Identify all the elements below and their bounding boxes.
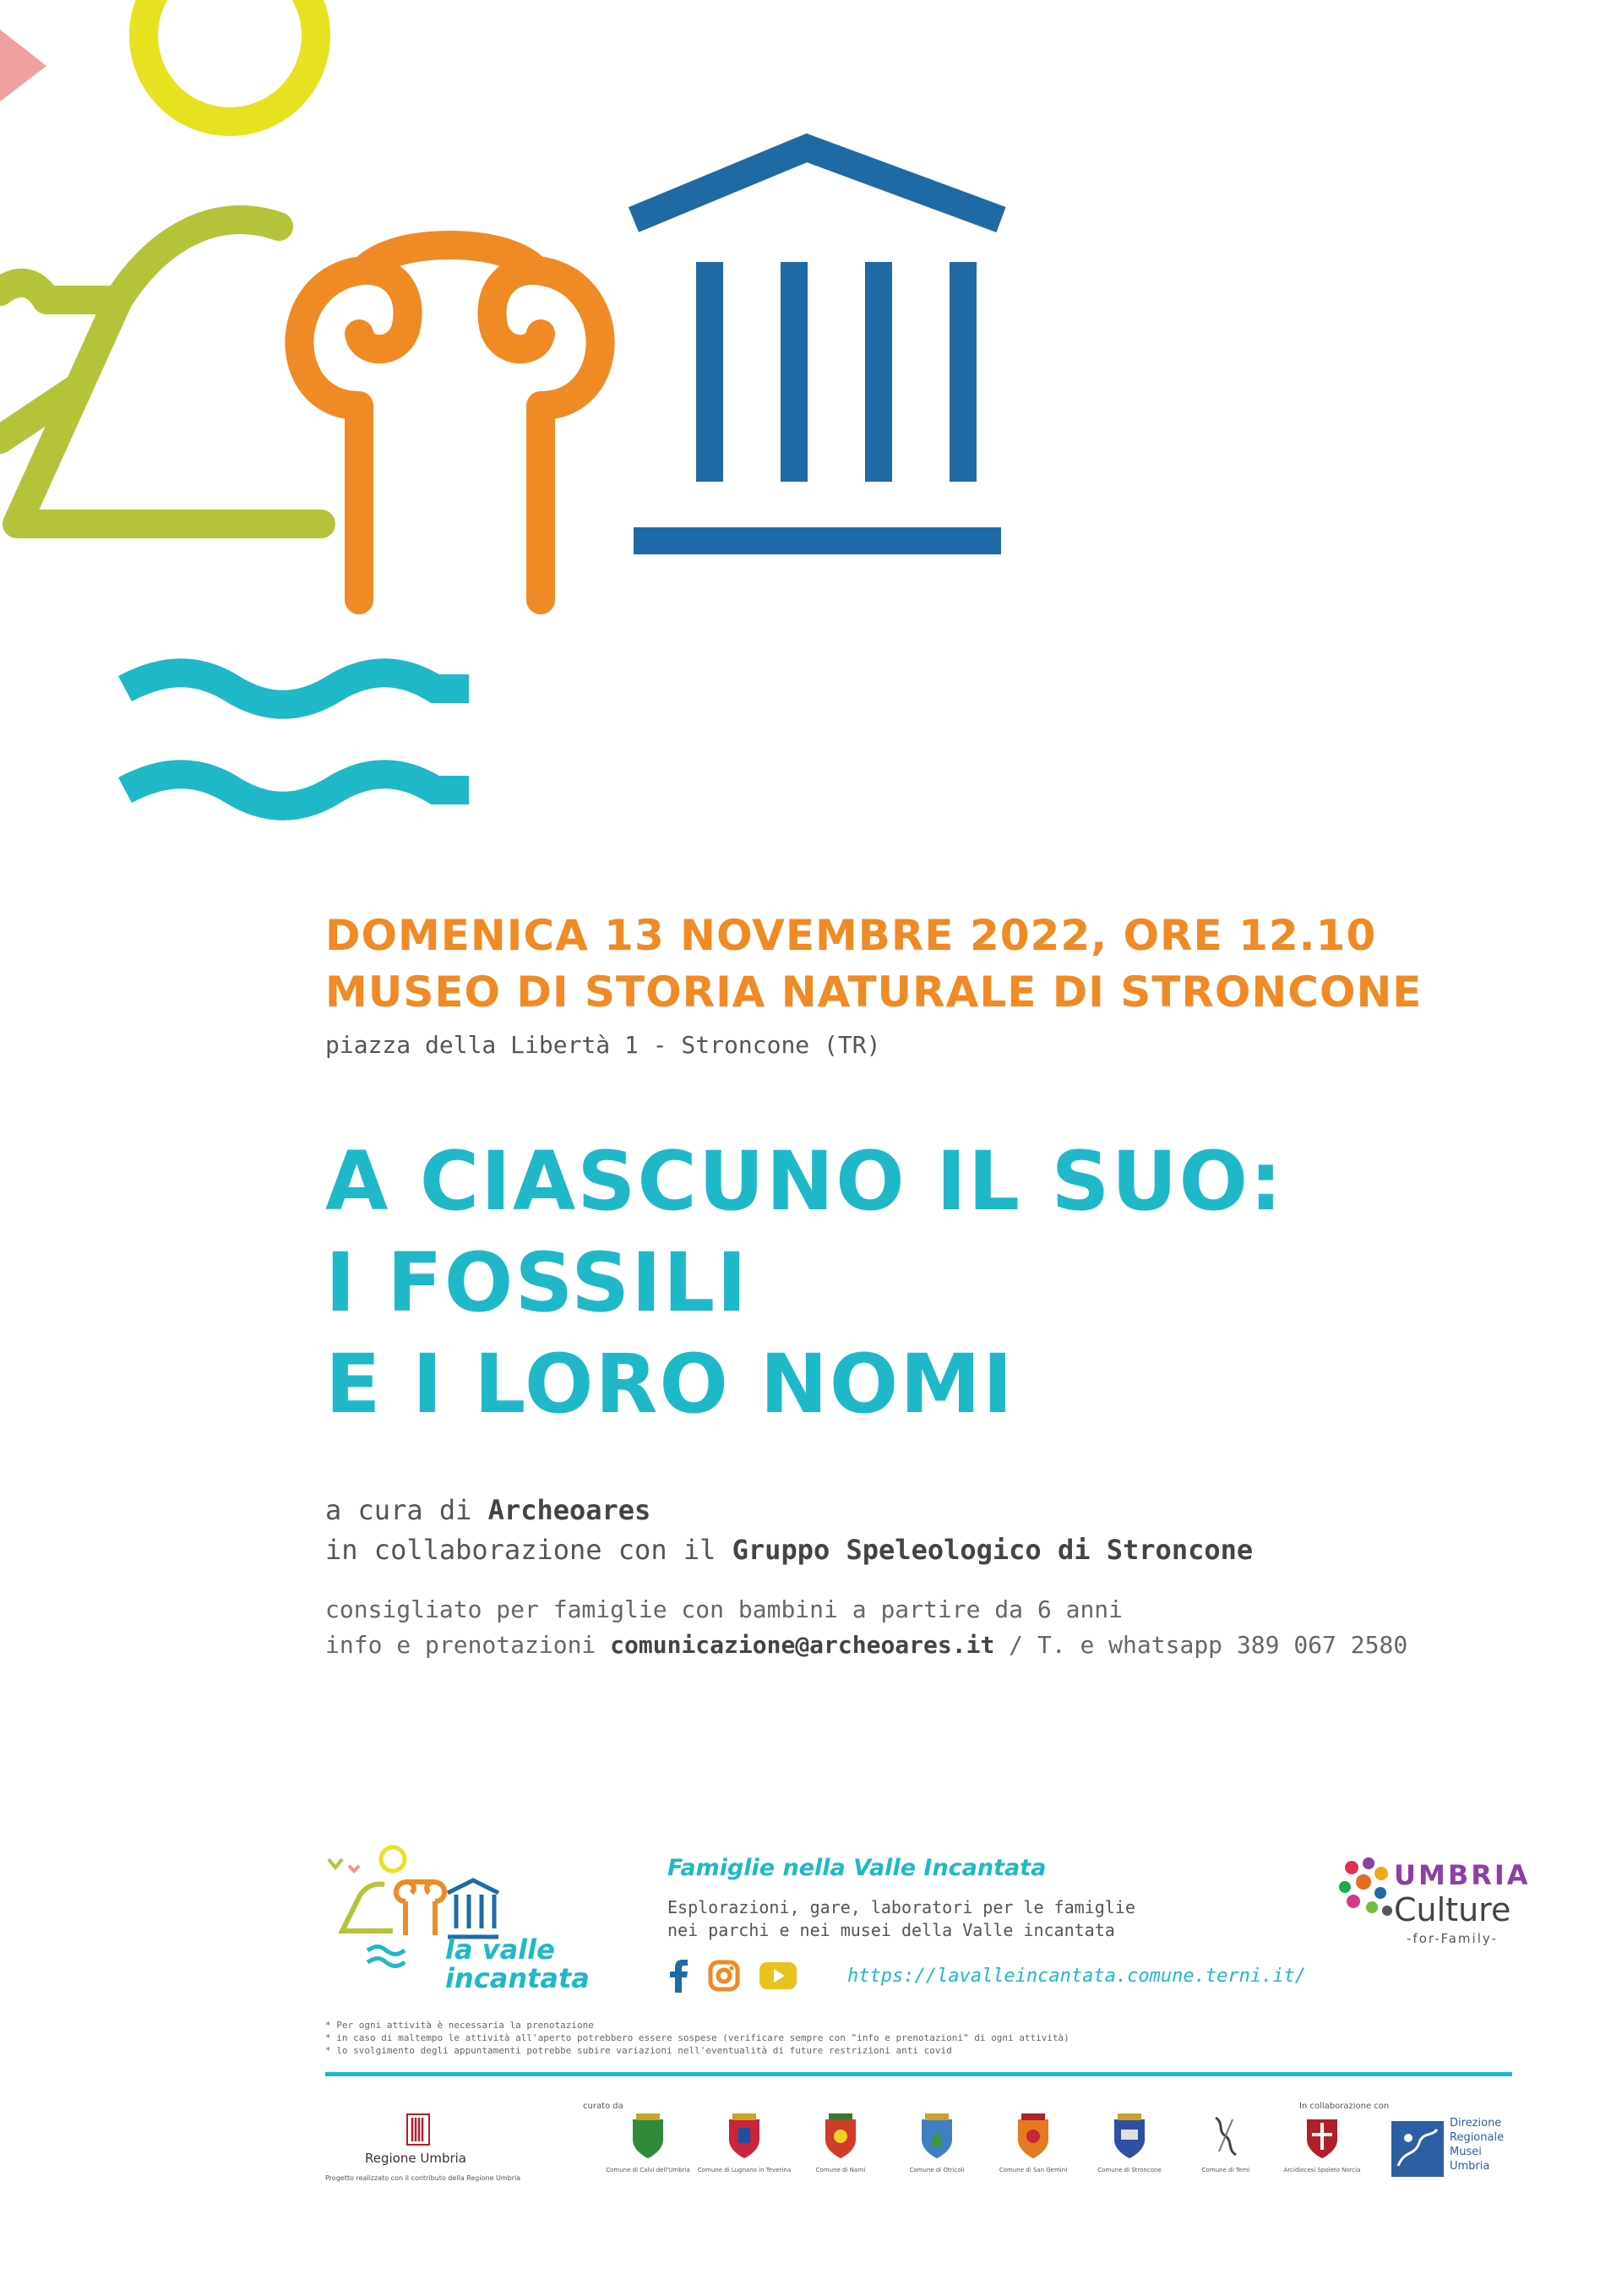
lime-mountain-shape (0, 220, 321, 524)
regione-umbria-emblem-icon (406, 2113, 431, 2146)
crest-name: Comune di Narni (815, 2167, 866, 2173)
umbria-wordmark (1394, 1859, 1531, 1891)
crest-name: Comune di Lugnano in Teverina (697, 2167, 792, 2173)
crest-terni (1186, 2113, 1265, 2173)
family-word: -for-Family- (1407, 1931, 1498, 1946)
otricoli-crest-icon (918, 2113, 955, 2160)
orange-column-capital-shape (299, 245, 600, 600)
program-description-2: nei parchi e nei musei della Valle incantata (667, 1920, 1115, 1940)
curated-by-partners-label: curato da (583, 2102, 623, 2111)
booking-line (325, 1631, 1407, 1659)
footnote-2: * in caso di maltempo le attività all'aperto potrebbero essere sospese (verificare sempre con "info e prenotazioni" di ogni attività) (325, 2032, 1070, 2043)
collaboration-line (325, 1534, 1253, 1566)
narni-crest-icon (822, 2113, 859, 2160)
direction-text-3: Musei (1450, 2146, 1482, 2158)
calvi-crest-icon (629, 2113, 667, 2160)
crest-name: Comune di Calvi dell'Umbria (606, 2167, 690, 2173)
program-title: Famiglie nella Valle Incantata (667, 1855, 1047, 1881)
instagram-icon[interactable] (708, 1960, 740, 1992)
facebook-icon[interactable] (667, 1959, 689, 1993)
crest-name: Comune di Otricoli (909, 2167, 965, 2173)
curated-by-label: a cura di (325, 1494, 488, 1526)
crest-name: Comune di San Gemini (999, 2167, 1068, 2173)
umbria-culture-logo-mark (1335, 1855, 1394, 1931)
collaboration-label: in collaborazione con il (325, 1534, 732, 1566)
event-title-line-2: I FOSSILI (325, 1235, 748, 1330)
direction-text-1: Direzione (1450, 2117, 1502, 2130)
booking-phone: / T. e whatsapp 389 067 2580 (994, 1631, 1408, 1659)
program-description-1: Esplorazioni, gare, laboratori per le famiglie (667, 1897, 1135, 1917)
crest-name: Arcidiocesi Spoleto Norcia (1283, 2167, 1361, 2173)
crest-stroncone (1090, 2113, 1169, 2173)
municipality-crests (608, 2113, 1362, 2173)
cyan-wave-shape-1 (125, 673, 469, 705)
pink-diamond-shape (0, 30, 46, 101)
valle-incantata-logo (325, 1842, 638, 1994)
san-gemini-crest-icon (1015, 2113, 1052, 2160)
direzione-musei-umbria-logo-mark (1390, 2119, 1445, 2179)
booking-email-link[interactable]: comunicazione@archeoares.it (610, 1631, 995, 1659)
social-links (667, 1959, 797, 1993)
hero-illustration (0, 0, 1622, 845)
footnote-1: * Per ogni attività è necessaria la prenotazione (325, 2020, 594, 2031)
collaboration-partners-label: In collaborazione con (1299, 2102, 1390, 2111)
curated-by-line (325, 1494, 650, 1526)
culture-word: Culture (1394, 1891, 1511, 1928)
footer-divider (325, 2072, 1512, 2076)
crest-name: Comune di Stroncone (1097, 2167, 1162, 2173)
region-note: Progetto realizzato con il contributo della Regione Umbria (325, 2174, 521, 2182)
program-website-link[interactable]: https://lavalleincantata.comune.terni.it/ (847, 1966, 1307, 1987)
logo-text-line-2: incantata (445, 1962, 590, 1994)
crest-arcidiocesi (1282, 2113, 1362, 2173)
event-date: DOMENICA 13 NOVEMBRE 2022, ORE 12.10 (325, 911, 1377, 960)
direction-text-2: Regionale (1450, 2131, 1505, 2144)
audience-note: consigliato per famiglie con bambini a partire da 6 anni (325, 1595, 1124, 1623)
event-title-line-1: A CIASCUNO IL SUO: (325, 1134, 1284, 1229)
crest-lugnano (697, 2113, 792, 2173)
crest-calvi (608, 2113, 688, 2173)
event-venue: MUSEO DI STORIA NATURALE DI STRONCONE (325, 968, 1423, 1017)
yellow-ring-shape (144, 0, 316, 122)
event-title-line-3: E I LORO NOMI (325, 1337, 1015, 1432)
crest-otricoli (897, 2113, 977, 2173)
region-name: Regione Umbria (365, 2151, 466, 2166)
arcidiocesi-crest-icon (1304, 2113, 1341, 2160)
crest-san-gemini (993, 2113, 1073, 2173)
event-address: piazza della Libertà 1 - Stroncone (TR) (325, 1031, 881, 1059)
booking-label: info e prenotazioni (325, 1631, 611, 1659)
blue-temple-shape (634, 148, 1001, 541)
lugnano-crest-icon (726, 2113, 763, 2160)
umbria-word: UMBRIA (1394, 1859, 1531, 1891)
collaboration-name: Gruppo Speleologico di Stroncone (732, 1534, 1254, 1566)
curated-by-name: Archeoares (487, 1494, 651, 1526)
terni-crest-icon (1207, 2113, 1244, 2160)
cyan-wave-shape-2 (125, 774, 469, 806)
crest-name: Comune di Terni (1201, 2167, 1250, 2173)
crest-narni (801, 2113, 880, 2173)
youtube-icon[interactable] (759, 1961, 797, 1990)
direction-text-4: Umbria (1450, 2160, 1490, 2173)
stroncone-crest-icon (1111, 2113, 1148, 2160)
logo-text-line-1: la valle (445, 1933, 555, 1966)
footnote-3: * lo svolgimento degli appuntamenti potrebbe subire variazioni nell'eventualità di future restrizioni anti covid (325, 2045, 952, 2056)
